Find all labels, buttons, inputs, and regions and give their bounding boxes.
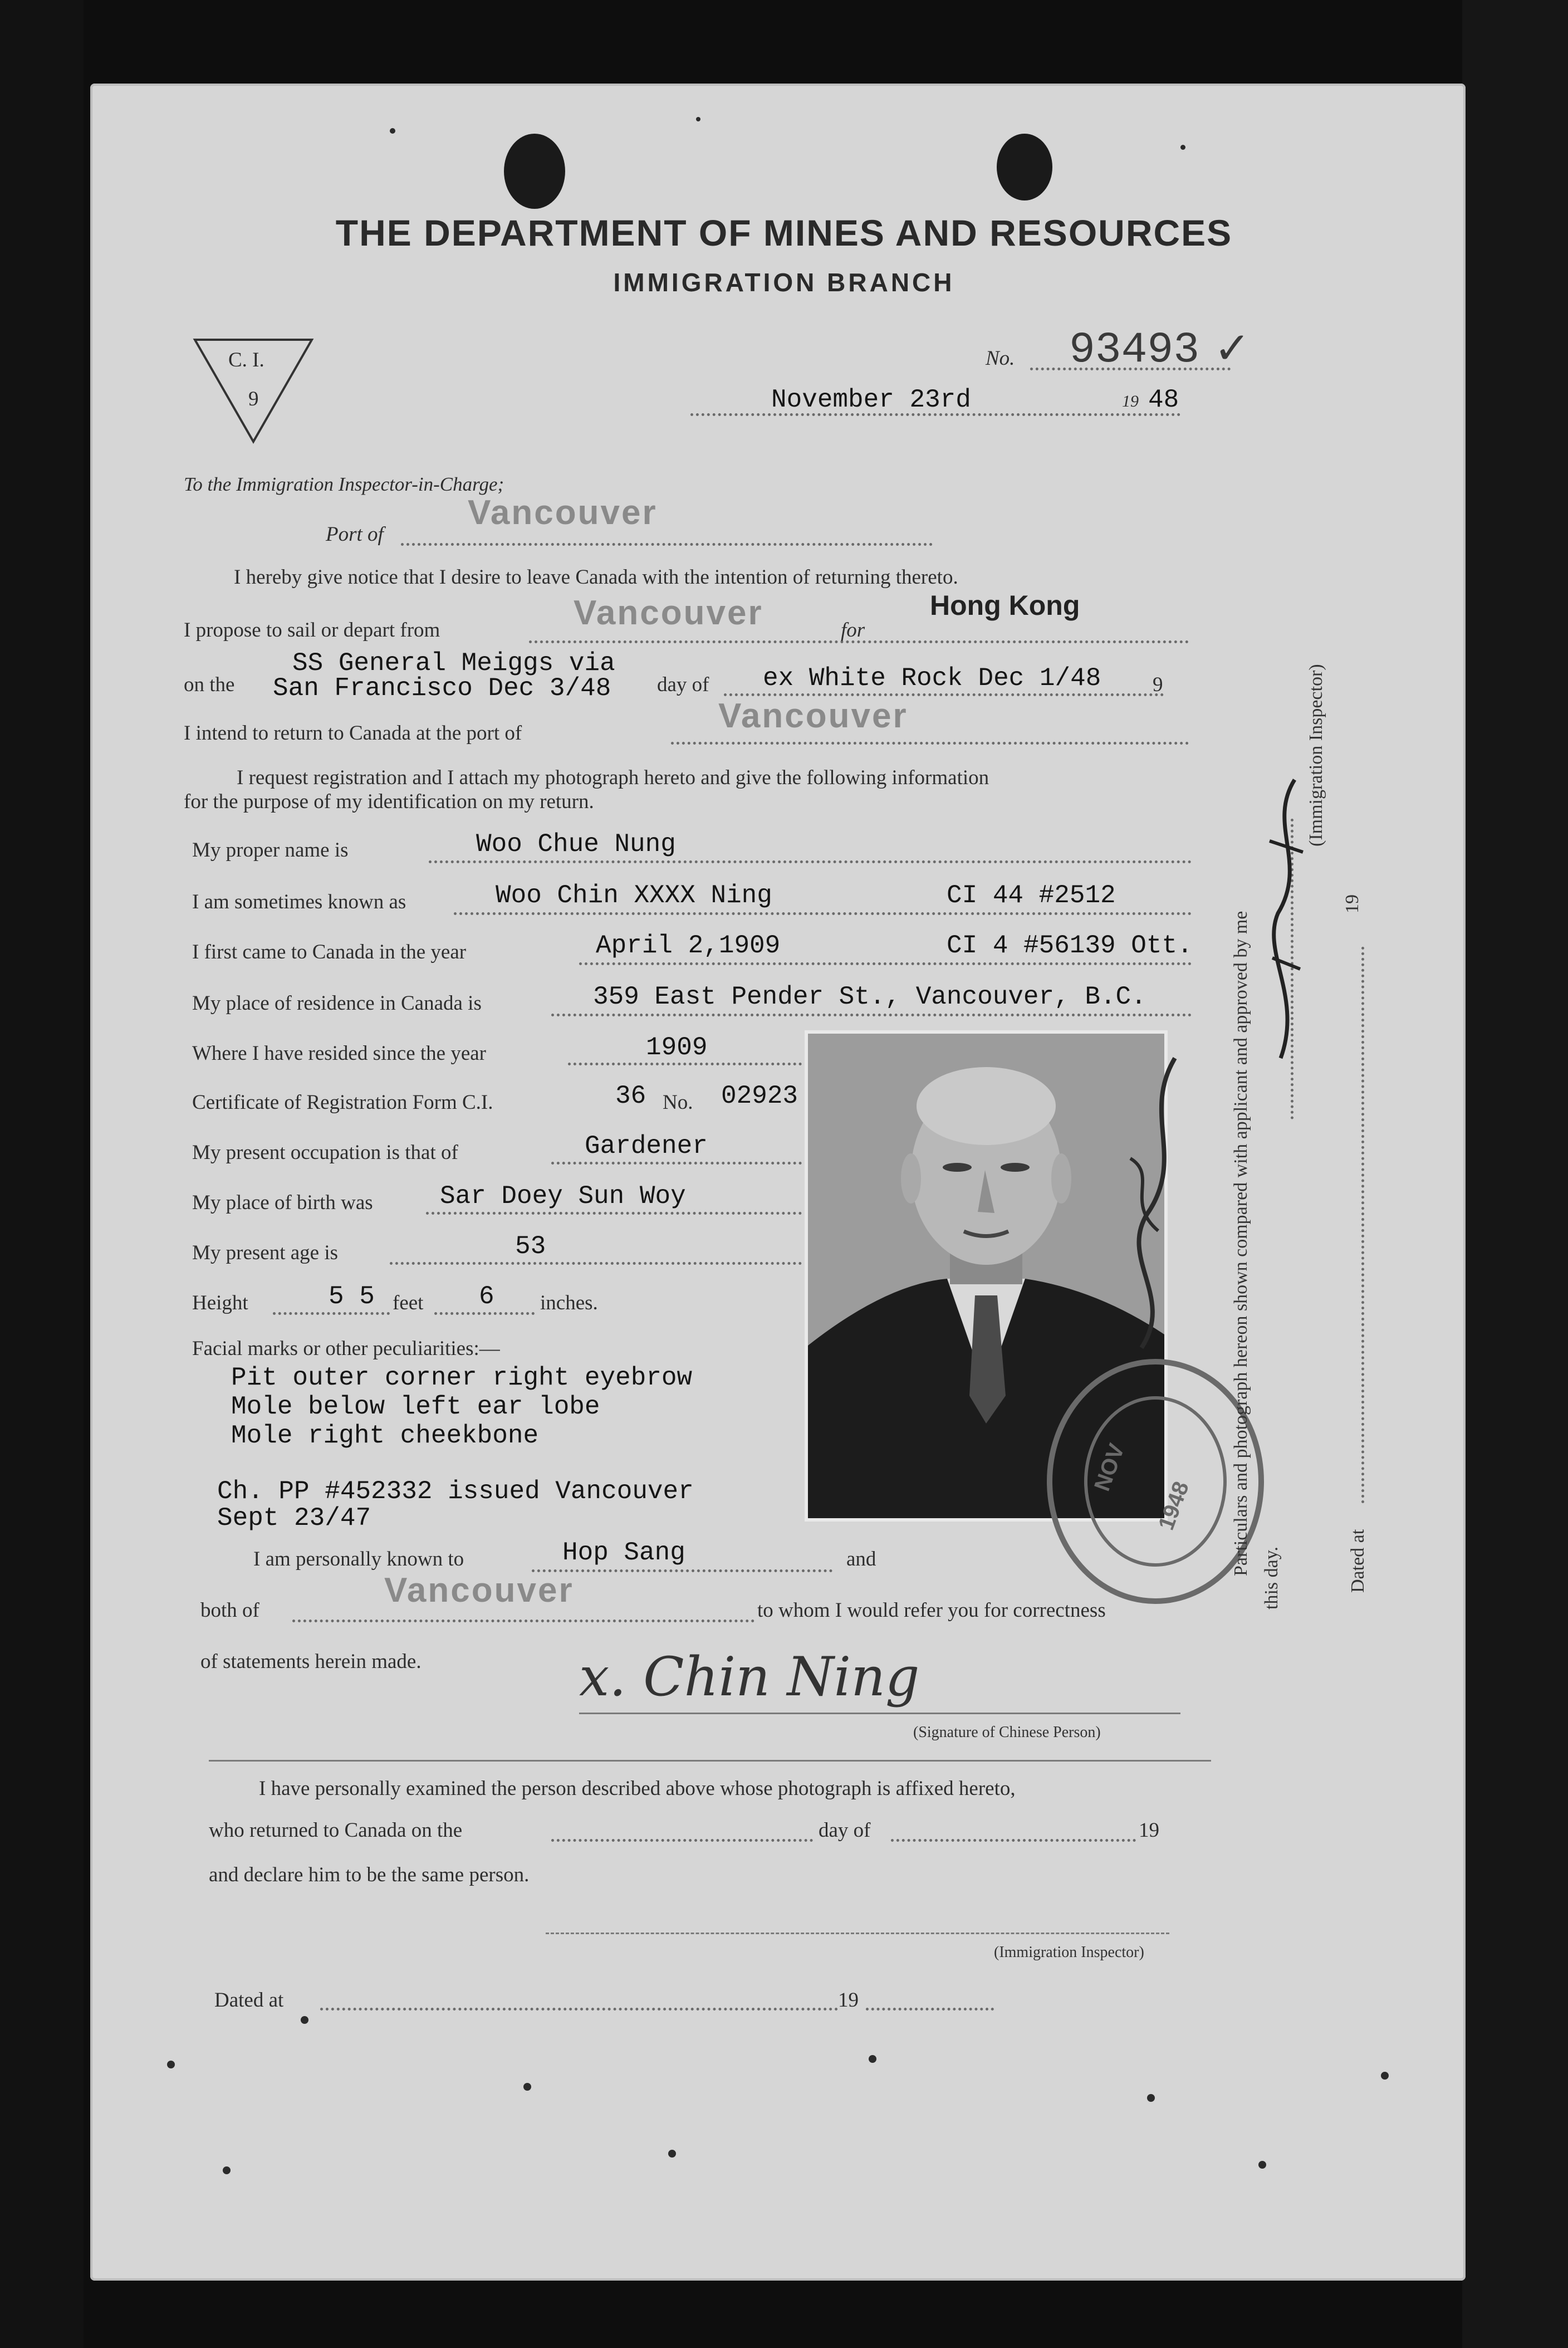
known-as-label: I am sometimes known as	[192, 891, 406, 913]
return-value: Vancouver	[718, 697, 908, 735]
paper-speck	[1180, 145, 1185, 150]
first-came-line	[579, 962, 1192, 965]
statements-text: of statements herein made.	[200, 1650, 422, 1673]
certificate-label: Certificate of Registration Form C.I.	[192, 1091, 493, 1114]
paper-speck	[167, 2061, 175, 2068]
port-of-value: Vancouver	[468, 493, 658, 532]
addressee-line: To the Immigration Inspector-in-Charge;	[184, 473, 504, 495]
age: 53	[515, 1232, 546, 1261]
both-of-value: Vancouver	[384, 1571, 574, 1610]
signature-line	[579, 1713, 1180, 1714]
form-code-top: C. I.	[228, 349, 264, 371]
both-of-label: both of	[200, 1599, 259, 1622]
paper-speck	[1147, 2094, 1155, 2102]
known-as: Woo Chin XXXX Ning	[496, 881, 772, 910]
ship-line-2: San Francisco Dec 3/48	[273, 674, 611, 703]
department-title: THE DEPARTMENT OF MINES AND RESOURCES	[335, 212, 1233, 253]
resided-since: 1909	[646, 1033, 708, 1062]
returned-day-of-label: day of	[819, 1819, 871, 1842]
inspector-signature-line	[546, 1933, 1169, 1934]
known-to-label: I am personally known to	[253, 1548, 464, 1571]
dated-at-label: Dated at	[214, 1989, 284, 2012]
side-this-day-text: this day.	[1261, 1546, 1282, 1610]
day-of-tail: 9	[1153, 673, 1163, 696]
paper-speck	[1258, 2161, 1266, 2169]
punch-hole-right	[997, 134, 1052, 200]
inspector-caption: (Immigration Inspector)	[994, 1944, 1144, 1961]
returned-line	[551, 1839, 813, 1842]
height-feet-line	[273, 1312, 390, 1315]
paper-speck	[301, 2016, 308, 2024]
first-came-label: I first came to Canada in the year	[192, 941, 467, 963]
side-dated-line	[1361, 947, 1364, 1504]
side-dated-at-label: Dated at	[1347, 1529, 1368, 1593]
and-label: and	[846, 1548, 876, 1571]
paper-speck	[390, 128, 395, 134]
mark-item: Mole right cheekbone	[231, 1421, 539, 1450]
on-the-label: on the	[184, 673, 235, 696]
return-line	[671, 742, 1189, 745]
mark-item: Pit outer corner right eyebrow	[231, 1363, 693, 1392]
request-line-2: for the purpose of my identification on my return.	[184, 790, 594, 813]
examined-text: I have personally examined the person described above whose photograph is affixed hereto,	[259, 1777, 1016, 1800]
residence-label: My place of residence in Canada is	[192, 992, 482, 1015]
certificate-no: 02923	[721, 1082, 798, 1111]
form-year-suffix: 48	[1148, 385, 1179, 414]
dated-year-label: 19	[838, 1989, 859, 2012]
height-inches-line	[434, 1312, 535, 1315]
side-inspector-caption: (Immigration Inspector)	[1306, 664, 1326, 847]
form-date: November 23rd	[771, 385, 971, 414]
returned-year-label: 19	[1139, 1819, 1159, 1842]
paper-speck	[696, 117, 700, 121]
height-label: Height	[192, 1292, 248, 1314]
birth: Sar Doey Sun Woy	[440, 1182, 686, 1211]
side-year-label: 19	[1342, 894, 1363, 913]
for-label: for	[841, 619, 865, 642]
mark-item: Mole below left ear lobe	[231, 1392, 600, 1421]
intro-text: I hereby give notice that I desire to leave Canada with the intention of returning thereto.	[234, 566, 958, 589]
form-code-bottom: 9	[248, 388, 259, 410]
side-inspector-signature	[1256, 774, 1317, 1064]
form-number: 93493	[1069, 326, 1200, 375]
proper-name-label: My proper name is	[192, 839, 349, 862]
request-line-1: I request registration and I attach my photograph hereto and give the following information	[237, 766, 989, 789]
inches-label: inches.	[540, 1292, 598, 1314]
height-feet: 5 5	[329, 1282, 375, 1311]
film-edge-left	[0, 0, 84, 2348]
birth-label: My place of birth was	[192, 1191, 373, 1214]
passport-line-1: Ch. PP #452332 issued Vancouver	[217, 1477, 694, 1506]
svg-text:1948: 1948	[1154, 1478, 1194, 1534]
declare-text: and declare him to be the same person.	[209, 1863, 530, 1886]
form-no-label: No.	[986, 347, 1015, 370]
certificate-no-label: No.	[663, 1091, 693, 1114]
marks-label: Facial marks or other peculiarities:—	[192, 1337, 500, 1360]
birth-line	[426, 1212, 802, 1215]
age-line	[390, 1262, 802, 1265]
day-of-label: day of	[657, 673, 709, 696]
returned-month-line	[891, 1839, 1136, 1842]
paper-speck	[223, 2166, 231, 2174]
branch-title: IMMIGRATION BRANCH	[613, 268, 955, 297]
occupation: Gardener	[585, 1132, 708, 1161]
paper-speck	[668, 2150, 676, 2158]
resided-since-line	[568, 1063, 802, 1065]
form-number-line	[1030, 368, 1231, 370]
first-came: April 2,1909	[596, 931, 781, 960]
residence: 359 East Pender St., Vancouver, B.C.	[593, 982, 1146, 1011]
paper-speck	[523, 2083, 531, 2091]
first-came-ref: CI 4 #56139 Ott.	[947, 931, 1193, 960]
feet-label: feet	[393, 1292, 424, 1314]
form-year-prefix: 19	[1122, 392, 1139, 410]
sail-value: Vancouver	[574, 594, 763, 632]
occupation-label: My present occupation is that of	[192, 1141, 458, 1164]
paper-speck	[869, 2055, 876, 2063]
punch-hole-left	[504, 134, 565, 209]
dated-at-line	[320, 2008, 838, 2011]
ship-line-1: SS General Meiggs via	[292, 649, 615, 678]
signature-caption: (Signature of Chinese Person)	[913, 1724, 1101, 1741]
port-of-line	[401, 543, 933, 546]
section-divider	[209, 1760, 1211, 1762]
day-of-value: ex White Rock Dec 1/48	[763, 664, 1101, 693]
side-particulars-text: Particulars and photograph hereon shown compared with applicant and approved by me	[1231, 911, 1251, 1576]
return-label: I intend to return to Canada at the port of	[184, 722, 522, 745]
film-edge-right	[1462, 0, 1568, 2348]
applicant-signature: x. Chin Ning	[579, 1646, 920, 1708]
paper-speck	[1381, 2072, 1389, 2080]
passport-line-2: Sept 23/47	[217, 1504, 371, 1533]
form-check-mark: ✓	[1217, 322, 1247, 379]
known-to: Hop Sang	[562, 1538, 685, 1567]
known-as-ref: CI 44 #2512	[947, 881, 1116, 910]
inspector-signature-mark	[1108, 1047, 1197, 1359]
residence-line	[551, 1014, 1192, 1016]
sail-label: I propose to sail or depart from	[184, 619, 440, 642]
destination: Hong Kong	[930, 590, 1080, 621]
dated-year-line	[866, 2008, 994, 2011]
proper-name-line	[429, 860, 1192, 863]
proper-name: Woo Chue Nung	[476, 830, 676, 859]
known-to-line	[532, 1569, 832, 1572]
known-as-line	[454, 912, 1192, 915]
refer-text: to whom I would refer you for correctness	[757, 1599, 1106, 1622]
returned-label: who returned to Canada on the	[209, 1819, 463, 1842]
occupation-line	[551, 1162, 802, 1165]
svg-text:NOV: NOV	[1090, 1440, 1130, 1495]
port-of-label: Port of	[326, 523, 384, 546]
certificate-form: 36	[615, 1082, 646, 1111]
height-inches: 6	[479, 1282, 494, 1311]
both-of-line	[292, 1620, 754, 1622]
age-label: My present age is	[192, 1241, 339, 1264]
resided-since-label: Where I have resided since the year	[192, 1042, 486, 1065]
